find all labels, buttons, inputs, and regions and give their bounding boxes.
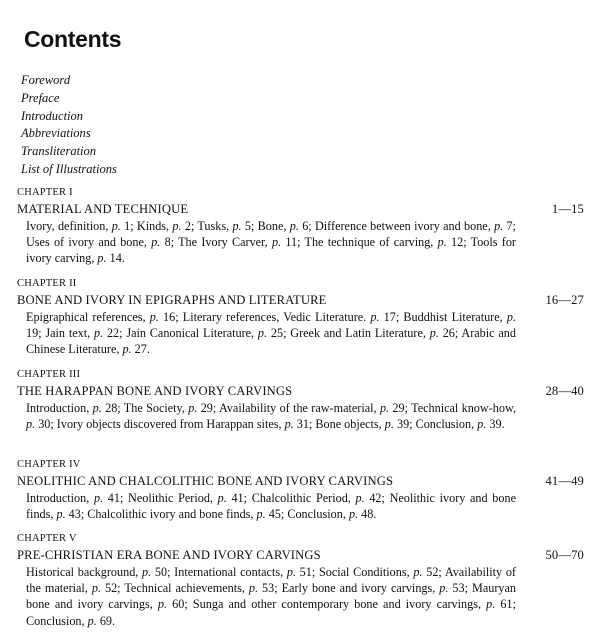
- chapter-heading[interactable]: PRE-CHRISTIAN ERA BONE AND IVORY CARVINGS: [17, 548, 321, 562]
- front-matter-list: [21, 72, 117, 179]
- chapter-heading[interactable]: NEOLITHIC AND CHALCOLITHIC BONE AND IVORY CARVINGS: [17, 474, 394, 488]
- chapter-heading-row[interactable]: [17, 291, 586, 309]
- chapter-label: CHAPTER I: [17, 187, 73, 198]
- chapter-label: CHAPTER II: [17, 278, 77, 289]
- front-matter-item[interactable]: Foreword: [21, 73, 71, 87]
- chapter-4: [17, 458, 586, 522]
- front-matter-item[interactable]: List of Illustrations: [21, 161, 117, 176]
- front-matter-item[interactable]: Preface: [21, 90, 60, 105]
- chapter-3: [17, 368, 586, 432]
- chapter-label: CHAPTER III: [17, 369, 81, 380]
- chapter-heading-row[interactable]: [17, 200, 586, 218]
- chapter-pages: 1—15: [551, 202, 584, 216]
- chapter-heading[interactable]: THE HARAPPAN BONE AND IVORY CARVINGS: [17, 384, 293, 398]
- chapter-pages: 16—27: [545, 293, 584, 307]
- chapter-label: CHAPTER V: [17, 533, 77, 544]
- chapter-heading[interactable]: MATERIAL AND TECHNIQUE: [17, 202, 189, 216]
- chapter-heading-row[interactable]: [17, 472, 586, 490]
- chapter-pages: 28—40: [545, 384, 584, 398]
- chapter-summary: Introduction, p. 28; The Society, p. 29; Availability of the raw-material, p. 29; Technical know-how, p. 30; Ivory objects discovered from Harappan sites, p. 31; Bone objects, p. 39; Conclusion, p. 39.: [26, 401, 517, 432]
- chapter-summary: Historical background, p. 50; International contacts, p. 51; Social Conditions, p. 52; Availability of the material, p. 52; Technical achievements, p. 53; Early bone and ivory carvings, p. 53; Mauryan bone and ivory carvings, p. 60; Sunga and other contemporary bone and ivory carvings, p. 61; Conclusion, p. 69.: [26, 565, 516, 628]
- chapter-summary: Introduction, p. 41; Neolithic Period, p. 41; Chalcolithic Period, p. 42; Neolithic ivory and bone finds, p. 43; Chalcolithic ivory and bone finds, p. 45; Conclusion, p. 48.: [26, 491, 516, 522]
- chapter-heading-row[interactable]: [17, 546, 586, 564]
- front-matter-item[interactable]: Introduction: [21, 108, 84, 123]
- chapter-heading-row[interactable]: [17, 382, 586, 400]
- chapter-pages: 50—70: [545, 548, 584, 562]
- chapter-2: [17, 277, 586, 358]
- chapter-5: [17, 532, 586, 629]
- chapter-heading[interactable]: BONE AND IVORY IN EPIGRAPHS AND LITERATURE: [17, 293, 327, 307]
- chapter-summary: Ivory, definition, p. 1; Kinds, p. 2; Tusks, p. 5; Bone, p. 6; Difference between ivory and bone, p. 7; Uses of ivory and bone, p. 8; The Ivory Carver, p. 11; The technique of carving, p. 12; Tools for ivory carving, p. 14.: [26, 219, 516, 266]
- chapter-label: CHAPTER IV: [17, 459, 81, 470]
- page-title: Contents: [24, 26, 122, 52]
- front-matter-item[interactable]: Transliteration: [21, 144, 97, 159]
- chapter-1: [17, 186, 586, 267]
- front-matter-item[interactable]: Abbreviations: [21, 126, 91, 141]
- chapter-pages: 41—49: [545, 474, 584, 488]
- chapter-summary: Epigraphical references, p. 16; Literary references, Vedic Literature. p. 17; Buddhist Literature, p. 19; Jain text, p. 22; Jain Canonical Literature, p. 25; Greek and Latin Literature, p. 26; Arabic and Chinese Literature, p. 27.: [26, 310, 516, 357]
